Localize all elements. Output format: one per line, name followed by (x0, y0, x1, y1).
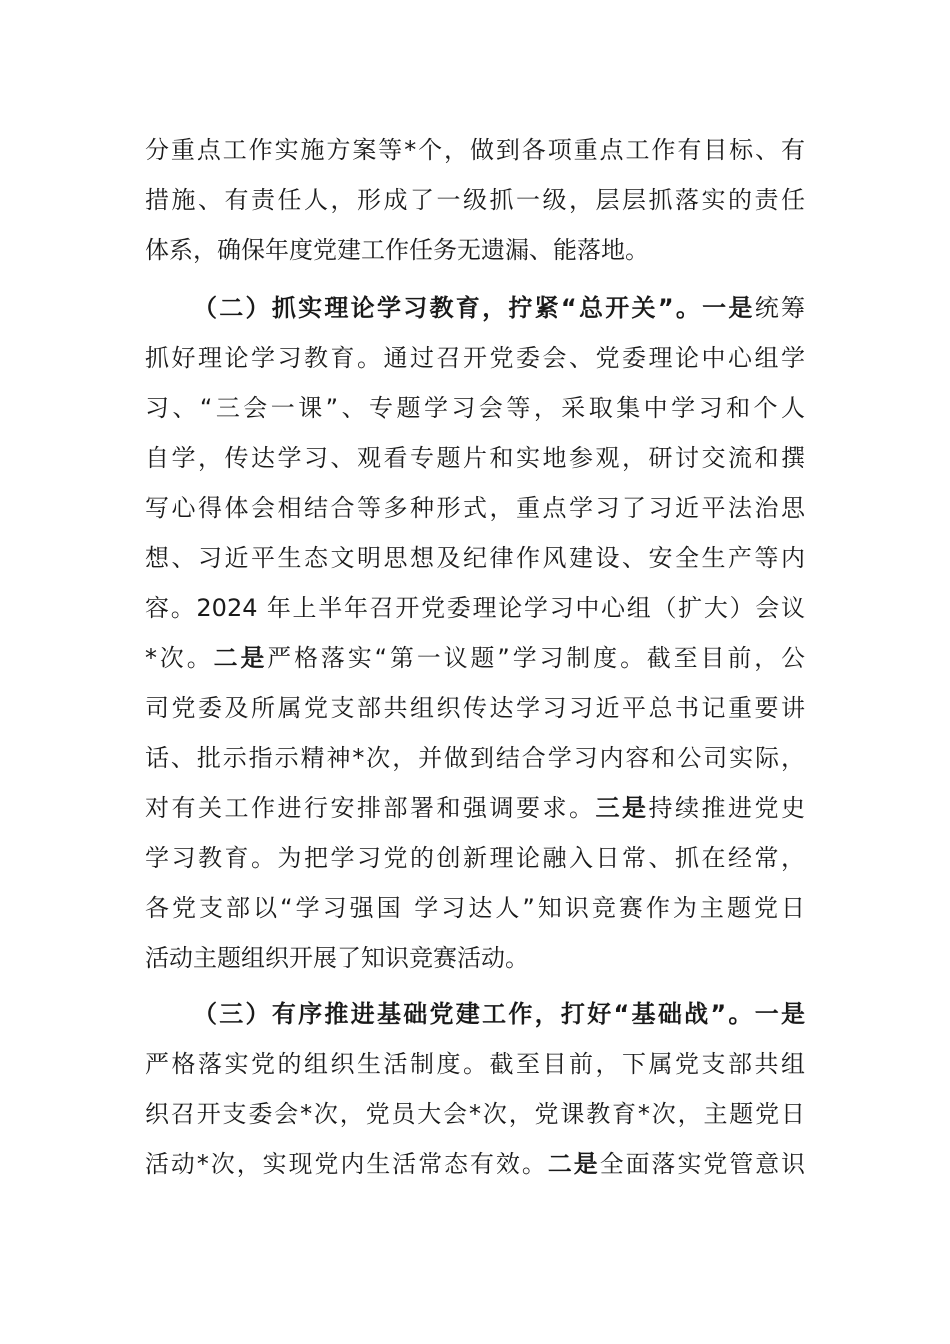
text-line (145, 175, 805, 225)
text-line (145, 433, 805, 483)
paragraph-1 (145, 125, 805, 275)
text-run: 活动*次，实现党内生活常态有效。 (145, 1150, 548, 1178)
text-run: 严格落实党的组织生活制度。截至目前，下属党支部共组 (145, 1050, 805, 1078)
text-line (145, 333, 805, 383)
text-line (145, 783, 805, 833)
paragraph-2 (145, 283, 805, 983)
text-line (145, 533, 805, 583)
text-run: 措施、有责任人，形成了一级抓一级，层层抓落实的责任 (145, 186, 805, 214)
text-run: 容。2024 年上半年召开党委理论学习中心组（扩大）会议 (145, 594, 805, 622)
section-heading: （二）抓实理论学习教育，拧紧“总开关”。一是 (193, 294, 755, 322)
text-line (145, 933, 805, 983)
text-run: 活动主题组织开展了知识竞赛活动。 (145, 944, 529, 972)
text-run: 学习教育。为把学习党的创新理论融入日常、抓在经常， (145, 844, 805, 872)
text-line (145, 1039, 805, 1089)
text-line (145, 225, 805, 275)
text-run: 分重点工作实施方案等*个，做到各项重点工作有目标、有 (145, 136, 805, 164)
text-run: 对有关工作进行安排部署和强调要求。 (145, 794, 596, 822)
text-run: 统筹 (754, 294, 805, 322)
paragraph-3 (145, 989, 805, 1189)
text-run: 话、批示指示精神*次，并做到结合学习内容和公司实际， (145, 744, 805, 772)
bold-marker: 二是 (547, 1150, 600, 1178)
text-line (145, 883, 805, 933)
text-line (145, 583, 805, 633)
text-line (145, 1089, 805, 1139)
text-line (145, 683, 805, 733)
text-run: 司党委及所属党支部共组织传达学习习近平总书记重要讲 (145, 694, 805, 722)
text-run: 全面落实党管意识 (599, 1150, 806, 1178)
section-heading-line (145, 989, 805, 1039)
text-run: 体系，确保年度党建工作任务无遗漏、能落地。 (145, 236, 649, 264)
text-line (145, 1139, 805, 1189)
text-run: 想、习近平生态文明思想及纪律作风建设、安全生产等内 (145, 544, 805, 572)
text-line (145, 483, 805, 533)
text-run: 严格落实“第一议题”学习制度。截至目前，公 (267, 644, 805, 672)
text-line (145, 733, 805, 783)
text-line (145, 383, 805, 433)
text-run: 持续推进党史 (648, 794, 805, 822)
section-heading: （三）有序推进基础党建工作，打好“基础战”。一是 (193, 1000, 805, 1028)
text-line (145, 125, 805, 175)
bold-marker: 三是 (595, 794, 649, 822)
text-line (145, 833, 805, 883)
section-heading-line (145, 283, 805, 333)
text-run: *次。 (145, 644, 214, 672)
text-run: 自学，传达学习、观看专题片和实地参观，研讨交流和撰 (145, 444, 805, 472)
text-run: 写心得体会相结合等多种形式，重点学习了习近平法治思 (145, 494, 805, 522)
text-run: 习、“三会一课”、专题学习会等，采取集中学习和个人 (145, 394, 805, 422)
text-run: 织召开支委会*次，党员大会*次，党课教育*次，主题党日 (145, 1100, 805, 1128)
text-line (145, 633, 805, 683)
text-run: 抓好理论学习教育。通过召开党委会、党委理论中心组学 (145, 344, 805, 372)
bold-marker: 二是 (213, 644, 268, 672)
text-run: 各党支部以“学习强国 学习达人”知识竞赛作为主题党日 (145, 894, 805, 922)
